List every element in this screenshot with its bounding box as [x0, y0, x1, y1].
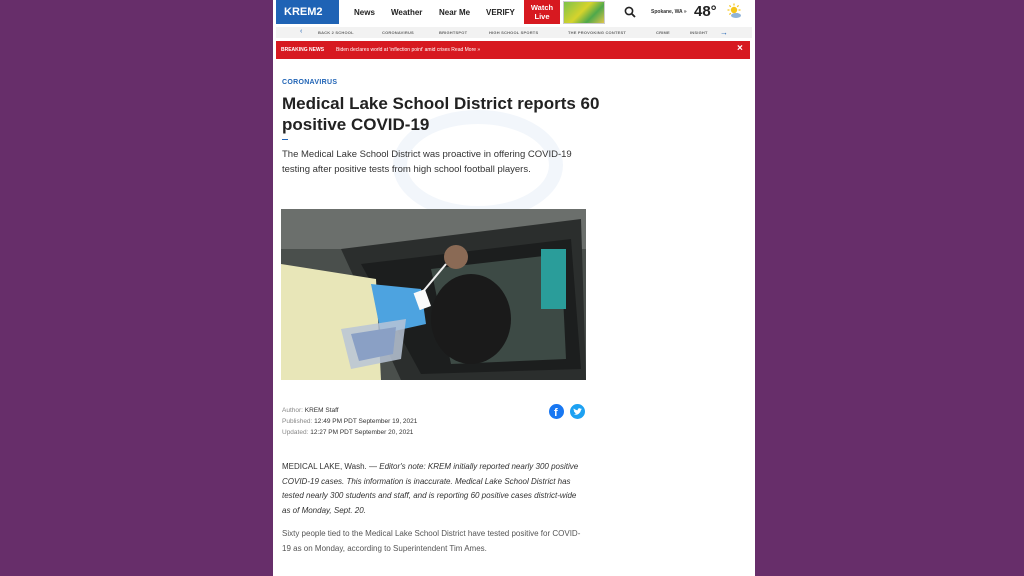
svg-text:f: f: [554, 407, 558, 419]
article-headline: Medical Lake School District reports 60 positive COVID-19: [282, 94, 600, 134]
updated-label: Updated:: [282, 429, 309, 436]
subnav-item-back-2-school[interactable]: BACK 2 SCHOOL: [318, 30, 354, 35]
nav-verify[interactable]: VERIFY: [486, 8, 515, 17]
nav-near-me[interactable]: Near Me: [439, 8, 471, 17]
site-header: [276, 0, 752, 27]
twitter-share-icon[interactable]: [570, 404, 585, 419]
subnav-item-coronavirus[interactable]: CORONAVIRUS: [382, 30, 414, 35]
published-line: [282, 416, 417, 427]
editors-note: Editor's note: KREM initially reported nearly 300 positive COVID-19 cases. This information is inaccurate. Medical Lake School District has tested nearly 300 students and staff, and is reporting 60 positive cases district-wide as of Monday, Sept. 20.: [282, 462, 579, 515]
published-date: 12:49 PM PDT September 19, 2021: [314, 418, 418, 425]
published-label: Published:: [282, 418, 313, 425]
dateline: MEDICAL LAKE, Wash. —: [282, 462, 377, 471]
subnav-item-contest[interactable]: THE PROVOKING CONTEST: [568, 30, 626, 35]
sun-cloud-icon: [726, 3, 742, 19]
author-line: [282, 405, 417, 416]
location-label[interactable]: Spokane, WA »: [651, 9, 687, 15]
subnav-right-arrow-icon[interactable]: →: [720, 28, 728, 37]
updated-line: [282, 427, 417, 438]
article-category[interactable]: CORONAVIRUS: [282, 79, 338, 86]
subnav-left-arrow-icon[interactable]: ‹: [300, 28, 303, 35]
author-label: Author:: [282, 407, 303, 414]
article-meta: [282, 405, 417, 438]
subnav-item-insight[interactable]: INSIGHT: [690, 30, 708, 35]
close-icon[interactable]: ×: [737, 43, 743, 54]
breaking-news-label: BREAKING NEWS: [281, 47, 325, 53]
breaking-news-headline[interactable]: Biden declares world at 'inflection point' amid crises Read More »: [336, 47, 481, 53]
site-logo[interactable]: [276, 0, 339, 24]
facebook-share-icon[interactable]: [549, 404, 564, 419]
logo-text: KREM2: [284, 6, 323, 18]
subnav-item-crime[interactable]: CRIME: [656, 30, 670, 35]
breaking-news-banner[interactable]: [276, 41, 750, 59]
temperature[interactable]: 48°: [694, 3, 717, 20]
subnav-item-high-school-sports[interactable]: HIGH SCHOOL SPORTS: [489, 30, 539, 35]
weather-radar-thumbnail[interactable]: [563, 1, 605, 24]
hero-image: [281, 209, 586, 380]
article-page: [273, 0, 755, 576]
hero-image-drawing: [281, 209, 586, 380]
watch-live-button[interactable]: Watch Live: [524, 0, 560, 24]
section-nav: [276, 27, 752, 38]
article-summary: The Medical Lake School District was proactive in offering COVID-19 testing after positive tests from high school football players.: [282, 149, 572, 175]
subnav-item-brightspot[interactable]: BRIGHTSPOT: [439, 30, 468, 35]
author-name[interactable]: KREM Staff: [304, 407, 339, 414]
nav-weather[interactable]: Weather: [391, 8, 423, 17]
updated-date: 12:27 PM PDT September 20, 2021: [310, 429, 414, 436]
nav-news[interactable]: News: [354, 8, 375, 17]
headline-divider: [282, 139, 288, 140]
article-paragraph-2: Sixty people tied to the Medical Lake School District have tested positive for COVID-19 as on Monday, according to Superintendent Tim Ames.: [282, 529, 581, 553]
article-paragraph-1: [282, 460, 582, 518]
search-icon[interactable]: [624, 6, 636, 18]
